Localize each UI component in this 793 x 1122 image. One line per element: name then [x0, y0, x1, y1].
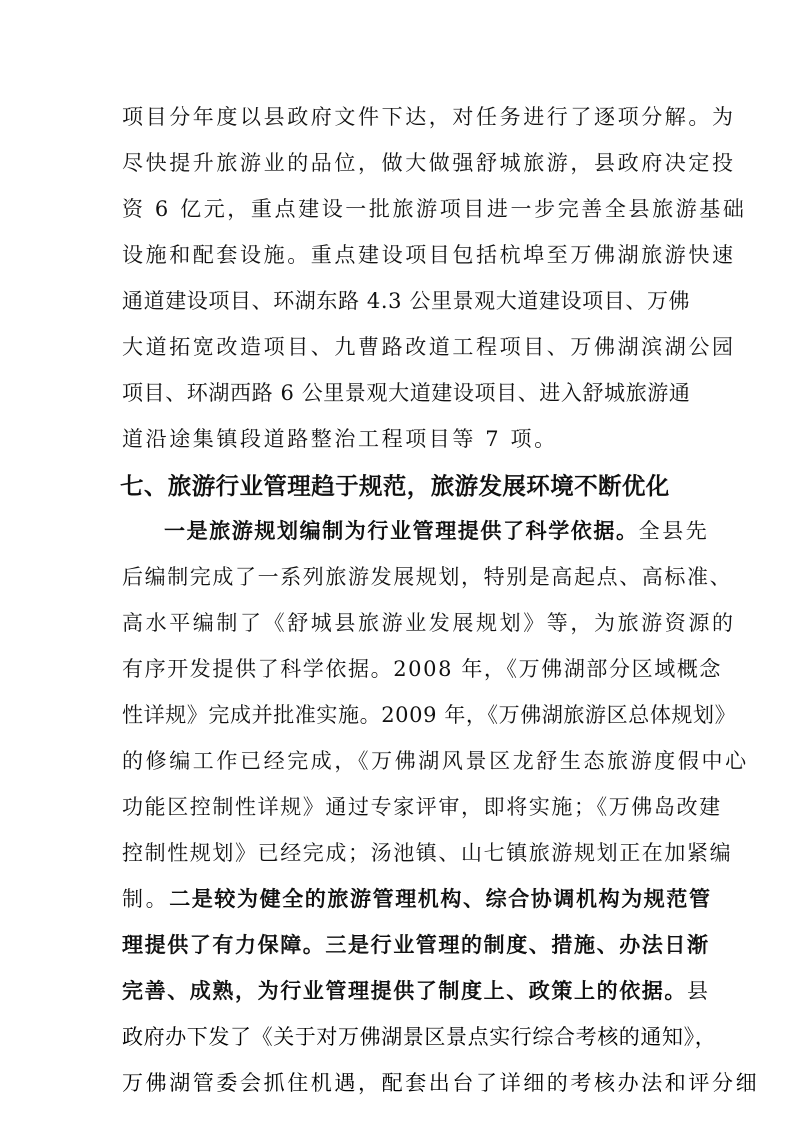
- paragraph-text: 县: [687, 979, 711, 1003]
- paragraph-line: 的修编工作已经完成，《万佛湖风景区龙舒生态旅游度假中心: [122, 749, 749, 773]
- paragraph-line: [164, 511, 710, 551]
- paragraph-line: 高水平编制了《舒城县旅游业发展规划》等，为旅游资源的: [122, 611, 736, 635]
- paragraph-line: [122, 879, 712, 919]
- paragraph-line: 大道拓宽改造项目、九曹路改道工程项目、万佛湖滨湖公园: [122, 335, 736, 359]
- paragraph-line: [122, 971, 711, 1011]
- paragraph-text: 制。: [122, 887, 170, 911]
- paragraph-line: 项目分年度以县政府文件下达，对任务进行了逐项分解。为: [122, 105, 736, 129]
- paragraph-line: [122, 925, 710, 965]
- paragraph-line: 有序开发提供了科学依据。2008 年，《万佛湖部分区域概念: [122, 657, 723, 681]
- paragraph-line: 通道建设项目、环湖东路 4.3 公里景观大道建设项目、万佛: [122, 289, 691, 313]
- paragraph-line: 项目、环湖西路 6 公里景观大道建设项目、进入舒城旅游通: [122, 381, 691, 405]
- bold-phrase: 二是较为健全的旅游管理机构、综合协调机构为规范管: [169, 887, 712, 911]
- paragraph-line: 后编制完成了一系列旅游发展规划，特别是高起点、高标准、: [122, 565, 733, 589]
- paragraph-line: 功能区控制性详规》通过专家评审，即将实施；《万佛岛改建: [122, 795, 722, 819]
- paragraph-line: 设施和配套设施。重点建设项目包括杭埠至万佛湖旅游快速: [122, 243, 736, 267]
- section-heading: 七、旅游行业管理趋于规范，旅游发展环境不断优化: [120, 472, 670, 500]
- paragraph-line: 政府办下发了《关于对万佛湖景区景点实行综合考核的通知》，: [122, 1025, 717, 1049]
- paragraph-line: 性详规》完成并批准实施。2009 年，《万佛湖旅游区总体规划》: [122, 703, 737, 727]
- paragraph-line: 万佛湖管委会抓住机遇，配套出台了详细的考核办法和评分细: [122, 1071, 760, 1095]
- paragraph-line: 控制性规划》已经完成；汤池镇、山七镇旅游规划正在加紧编: [122, 841, 733, 865]
- paragraph-text: 全县先: [638, 519, 710, 543]
- bold-phrase: 三是行业管理的制度、措施、办法日渐: [325, 933, 710, 957]
- paragraph-line: 道沿途集镇段道路整治工程项目等 7 项。: [122, 427, 558, 451]
- bold-phrase: 完善、成熟，为行业管理提供了制度上、政策上的依据。: [122, 979, 687, 1003]
- bold-phrase: 理提供了有力保障。: [122, 933, 326, 957]
- paragraph-line: 资 6 亿元，重点建设一批旅游项目进一步完善全县旅游基础: [122, 197, 747, 221]
- bold-phrase: 一是旅游规划编制为行业管理提供了科学依据。: [164, 519, 639, 543]
- paragraph-line: 尽快提升旅游业的品位，做大做强舒城旅游，县政府决定投: [122, 151, 736, 175]
